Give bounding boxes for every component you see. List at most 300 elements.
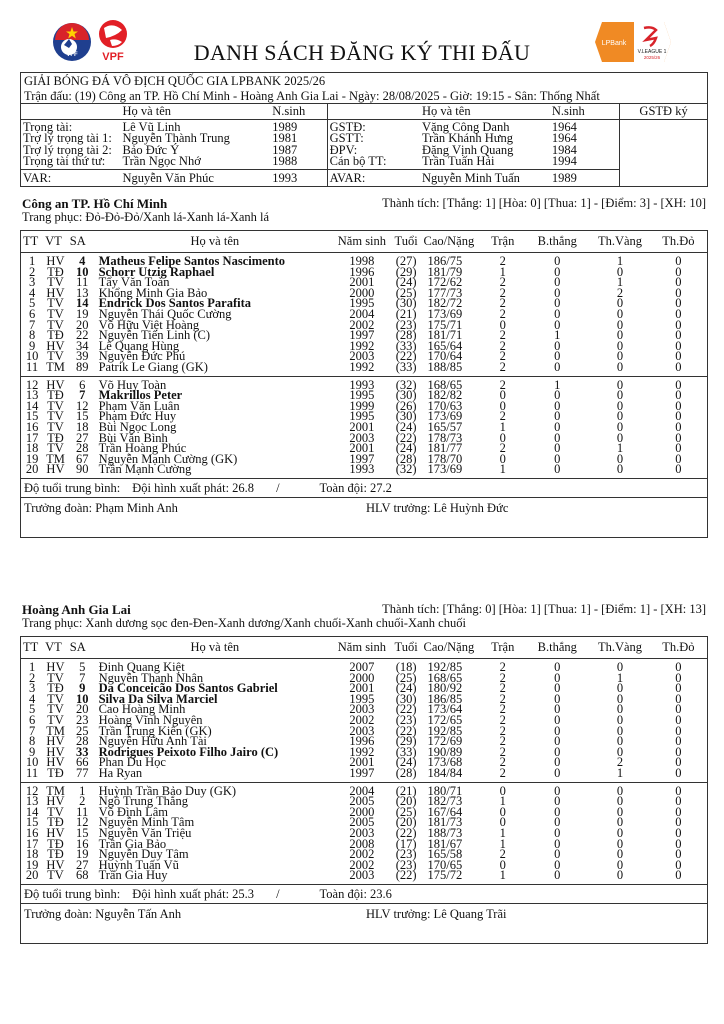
player-name: Matheus Felipe Santos Nascimento (98, 254, 286, 268)
player-yellow: 0 (616, 430, 624, 445)
team-name: Công an TP. Hồ Chí Minh (22, 196, 168, 211)
player-red: 0 (675, 462, 682, 477)
player-tt: 5 (28, 296, 36, 311)
player-birth: 2008 (349, 836, 375, 851)
column-header: Cao/Nặng (422, 637, 482, 659)
column-header: Th.Vàng (590, 637, 650, 659)
player-yellow: 0 (590, 376, 650, 390)
player-tt: 11 (26, 765, 39, 780)
average-age-label: Độ tuổi trung bình: (24, 887, 121, 901)
official-role: VAR: (21, 169, 121, 187)
player-name: Võ Đình Lâm (98, 804, 169, 819)
player-age: (24) (395, 681, 417, 696)
player-vt: TM (46, 359, 65, 374)
player-goals: 0 (554, 825, 561, 840)
player-row (21, 362, 708, 376)
player-hw: 173/69 (427, 306, 463, 321)
player-age: (22) (395, 702, 417, 717)
player-tt: 4 (28, 691, 36, 706)
player-yellow: 2 (616, 285, 624, 300)
player-hw: 192/85 (427, 723, 463, 738)
player-matches: 2 (499, 328, 506, 343)
player-hw: 170/65 (427, 857, 463, 872)
player-goals: 0 (554, 441, 561, 456)
player-table (20, 636, 708, 885)
player-age: (24) (395, 419, 417, 434)
player-birth: 1996 (349, 734, 375, 749)
player-sa: 14 (75, 296, 89, 311)
player-birth: 2001 (349, 419, 375, 434)
player-name: Trần Trung Kiên (GK) (98, 723, 212, 738)
player-vt: TĐ (47, 264, 64, 279)
average-age-label: Độ tuổi trung bình: (24, 481, 121, 495)
column-header: Trận (481, 231, 524, 253)
player-age: (21) (395, 306, 417, 321)
player-matches: 2 (499, 254, 506, 268)
player-red: 0 (675, 765, 682, 780)
player-sa: 67 (75, 451, 89, 466)
player-name: Ha Ryan (98, 765, 143, 780)
player-tt: 19 (25, 857, 39, 872)
player-birth: 2005 (349, 815, 375, 830)
player-sa: 25 (75, 723, 89, 738)
player-sa: 2 (79, 794, 86, 809)
player-matches: 2 (499, 441, 506, 456)
player-yellow: 1 (616, 765, 624, 780)
column-header: Th.Đỏ (650, 231, 708, 253)
column-header: TT (21, 637, 44, 659)
player-birth: 1995 (349, 691, 375, 706)
player-hw: 165/64 (427, 338, 463, 353)
player-name: Nguyễn Đức Phú (98, 349, 186, 364)
official-role: AVAR: (327, 169, 420, 187)
player-vt: TV (47, 868, 64, 883)
player-yellow: 0 (616, 317, 624, 332)
player-name: Phạm Văn Luân (98, 398, 180, 413)
player-red: 0 (675, 836, 682, 851)
player-tt: 2 (28, 264, 36, 279)
player-tt: 10 (25, 349, 39, 364)
player-hw: 172/65 (427, 712, 463, 727)
player-red: 0 (675, 670, 682, 685)
player-birth: 2002 (349, 317, 375, 332)
player-tt: 17 (25, 836, 39, 851)
team-record: Thành tích: [Thắng: 1] [Hòa: 0] [Thua: 1] - [Điểm: 3] - [XH: 10] (382, 196, 706, 210)
player-tt: 15 (25, 815, 39, 830)
player-hw: 173/64 (427, 702, 463, 717)
player-vt: TĐ (47, 815, 64, 830)
player-matches: 1 (499, 825, 506, 840)
player-matches: 0 (499, 451, 506, 466)
column-header: Tuổi (391, 637, 422, 659)
player-sa: 11 (76, 804, 89, 819)
officials-header-birth: N.sinh (270, 104, 327, 119)
player-sa: 28 (75, 441, 89, 456)
player-name: Endrick Dos Santos Parafita (98, 296, 252, 311)
player-tt: 6 (28, 712, 36, 727)
player-goals: 0 (554, 660, 561, 674)
player-matches: 2 (499, 744, 506, 759)
player-goals: 0 (554, 317, 561, 332)
player-table-header (21, 637, 708, 659)
staff-row (20, 498, 708, 538)
player-sa: 27 (75, 430, 89, 445)
player-hw: 173/68 (427, 755, 463, 770)
player-name: Ngô Trung Thắng (98, 794, 188, 809)
player-matches: 0 (499, 815, 506, 830)
match-details: Trận đấu: (19) Công an TP. Hồ Chí Minh - Hoàng Anh Gia Lai - Ngày: 28/08/2025 - Giờ: 19:15 - Sân: Thống Nhất (24, 88, 600, 103)
player-sa: 68 (75, 868, 89, 883)
head-coach: HLV trưởng: Lê Huỳnh Đức (366, 501, 509, 515)
player-hw: 173/69 (427, 462, 463, 477)
player-sa: 18 (75, 419, 89, 434)
player-vt: TV (47, 712, 64, 727)
player-vt: HV (43, 376, 68, 390)
player-name: Lê Quang Hùng (98, 338, 180, 353)
player-yellow: 0 (616, 681, 624, 696)
player-tt: 12 (21, 376, 44, 390)
player-birth: 1998 (349, 254, 375, 268)
player-hw: 188/73 (427, 825, 463, 840)
column-header: VT (43, 231, 68, 253)
player-sa: 16 (75, 836, 89, 851)
player-sa: 20 (75, 702, 89, 717)
player-name: Bùi Văn Bình (98, 430, 168, 445)
player-age: (30) (395, 409, 417, 424)
player-matches: 2 (499, 670, 506, 685)
player-matches: 2 (499, 338, 506, 353)
player-birth: 1997 (349, 451, 375, 466)
player-name: Da Conceicão Dos Santos Gabriel (98, 681, 278, 696)
player-vt: TĐ (47, 765, 64, 780)
player-tt: 1 (28, 254, 36, 268)
column-header: Họ và tên (97, 637, 334, 659)
player-age: (29) (395, 734, 417, 749)
tournament-name: GIẢI BÓNG ĐÁ VÔ ĐỊCH QUỐC GIA LPBANK 2025/26 (24, 74, 326, 88)
team-manager: Trưởng đoàn: Nguyễn Tấn Anh (24, 907, 182, 921)
player-red: 0 (675, 857, 682, 872)
official-birth: 1988 (270, 156, 327, 169)
player-yellow: 0 (616, 349, 624, 364)
player-name: Khổng Minh Gia Bảo (98, 285, 208, 300)
player-goals: 0 (554, 755, 561, 770)
player-yellow: 0 (616, 451, 624, 466)
player-age: (23) (395, 847, 417, 862)
player-matches: 1 (499, 868, 506, 883)
player-red: 0 (675, 691, 682, 706)
official-row (21, 156, 708, 169)
player-vt: HV (46, 734, 65, 749)
player-birth: 2003 (349, 868, 375, 883)
player-hw: 170/64 (427, 349, 463, 364)
player-red: 0 (675, 755, 682, 770)
player-goals: 0 (554, 462, 561, 477)
player-yellow: 0 (616, 744, 624, 759)
player-name: Tẩy Văn Toàn (98, 275, 170, 290)
player-yellow: 0 (616, 388, 624, 403)
player-red: 0 (675, 712, 682, 727)
player-goals: 0 (554, 836, 561, 851)
official-role: ĐPV: (329, 142, 358, 157)
player-sa: 12 (75, 398, 89, 413)
player-sa: 22 (75, 328, 89, 343)
player-hw: 173/69 (427, 409, 463, 424)
player-yellow: 0 (616, 660, 624, 674)
player-age: (22) (395, 349, 417, 364)
player-red: 0 (675, 296, 682, 311)
official-birth: 1989 (550, 169, 620, 187)
player-tt: 20 (25, 868, 39, 883)
player-red: 0 (675, 681, 682, 696)
player-hw: 178/73 (427, 430, 463, 445)
player-birth: 2003 (349, 723, 375, 738)
player-tt: 9 (28, 744, 36, 759)
player-birth: 1992 (349, 744, 375, 759)
official-birth: 1964 (550, 133, 620, 145)
player-sa: 12 (75, 815, 89, 830)
player-sa: 7 (79, 670, 86, 685)
player-hw: 165/58 (427, 847, 463, 862)
official-name: Lê Vũ Linh (122, 119, 181, 134)
staff-row (20, 904, 708, 944)
player-matches: 0 (499, 857, 506, 872)
player-yellow: 0 (616, 868, 624, 883)
player-red: 0 (675, 388, 682, 403)
player-vt: HV (46, 857, 65, 872)
player-vt: TV (47, 306, 64, 321)
player-sa: 10 (75, 691, 89, 706)
player-sa: 89 (75, 359, 89, 374)
player-tt: 10 (25, 755, 39, 770)
column-header: B.thắng (524, 637, 590, 659)
player-red: 0 (675, 451, 682, 466)
official-birth: 1987 (270, 145, 327, 157)
player-yellow: 0 (616, 409, 624, 424)
player-age: (22) (395, 430, 417, 445)
player-birth: 2004 (333, 782, 391, 796)
official-birth: 1984 (550, 145, 620, 157)
player-yellow: 0 (616, 691, 624, 706)
column-header: Th.Vàng (590, 231, 650, 253)
player-age: (30) (395, 691, 417, 706)
player-hw: 184/84 (427, 765, 463, 780)
player-matches: 1 (499, 836, 506, 851)
player-age: (24) (395, 275, 417, 290)
player-tt: 14 (25, 804, 39, 819)
player-red: 0 (675, 338, 682, 353)
player-matches: 2 (499, 755, 506, 770)
column-header: TT (21, 231, 44, 253)
player-goals: 0 (554, 702, 561, 717)
player-table (20, 230, 708, 479)
player-vt: TV (47, 275, 64, 290)
player-birth: 2002 (349, 857, 375, 872)
player-hw: 181/77 (427, 441, 463, 456)
player-age: (25) (395, 285, 417, 300)
player-hw: 168/65 (422, 376, 482, 390)
player-yellow: 0 (616, 825, 624, 840)
player-tt: 13 (25, 388, 39, 403)
player-vt: HV (46, 744, 65, 759)
player-goals: 0 (554, 691, 561, 706)
vleague-text: V.LEAGUE 1 (637, 49, 667, 55)
official-birth: 1989 (270, 119, 327, 133)
match-info-box (20, 72, 708, 104)
player-matches: 2 (499, 660, 506, 674)
player-vt: HV (46, 462, 65, 477)
player-sa: 19 (75, 847, 89, 862)
player-matches: 1 (499, 462, 506, 477)
player-vt: HV (46, 254, 65, 268)
player-red: 0 (675, 744, 682, 759)
player-yellow: 0 (616, 734, 624, 749)
player-tt: 16 (25, 419, 39, 434)
player-age: (22) (395, 723, 417, 738)
player-red: 0 (675, 349, 682, 364)
official-name: Vặng Công Danh (421, 119, 510, 134)
player-birth: 2007 (349, 660, 375, 674)
average-age-row (20, 885, 708, 904)
player-yellow: 0 (616, 359, 624, 374)
player-red: 0 (675, 306, 682, 321)
player-birth: 1997 (349, 328, 375, 343)
player-yellow: 0 (616, 836, 624, 851)
player-vt: HV (46, 794, 65, 809)
player-goals: 0 (554, 815, 561, 830)
player-hw: 186/75 (427, 254, 463, 268)
player-sa: 90 (75, 462, 89, 477)
player-yellow: 0 (616, 804, 624, 819)
officials-table (20, 104, 708, 187)
player-age: (28) (395, 451, 417, 466)
column-header: Cao/Nặng (422, 231, 482, 253)
player-matches: 2 (499, 306, 506, 321)
player-goals: 0 (554, 847, 561, 862)
column-header: Th.Đỏ (650, 637, 708, 659)
player-name: Makrillos Peter (98, 388, 183, 403)
player-name: Huỳnh Trần Bảo Duy (GK) (97, 782, 334, 796)
player-matches: 0 (499, 804, 506, 819)
player-age: (33) (395, 338, 417, 353)
player-age: (32) (391, 376, 422, 390)
player-name: Cao Hoàng Minh (98, 702, 186, 717)
average-age-team: Toàn đội: 27.2 (319, 481, 392, 495)
player-matches: 1 (499, 264, 506, 279)
player-name: Nguyễn Thái Quốc Cường (98, 306, 232, 321)
player-yellow: 0 (616, 815, 624, 830)
player-vt: TV (47, 398, 64, 413)
player-red: 0 (675, 723, 682, 738)
vpf-logo-text: VPF (102, 51, 124, 63)
player-hw: 181/71 (427, 328, 463, 343)
player-red: 0 (675, 275, 682, 290)
player-name: Huỳnh Tuấn Vũ (98, 857, 179, 872)
player-row (21, 768, 708, 782)
player-matches: 2 (499, 296, 506, 311)
player-goals: 0 (554, 254, 561, 268)
player-red: 0 (675, 398, 682, 413)
player-hw: 175/71 (427, 317, 463, 332)
player-matches: 1 (499, 419, 506, 434)
player-yellow: 1 (616, 670, 624, 685)
player-sa: 15 (75, 825, 89, 840)
player-name: Hoàng Vĩnh Nguyên (98, 712, 203, 727)
player-sa: 1 (68, 782, 97, 796)
player-age: (20) (395, 815, 417, 830)
player-tt: 3 (28, 681, 36, 696)
player-tt: 3 (28, 275, 36, 290)
player-birth: 2001 (349, 681, 375, 696)
player-yellow: 0 (616, 712, 624, 727)
player-goals: 0 (554, 451, 561, 466)
player-red: 0 (675, 868, 682, 883)
team-kit: Trang phục: Đỏ-Đỏ-Đỏ/Xanh lá-Xanh lá-Xanh lá (22, 210, 270, 224)
player-vt: TV (47, 409, 64, 424)
official-name: Nguyễn Văn Phúc (120, 169, 270, 187)
player-vt: TM (46, 723, 65, 738)
player-goals: 0 (554, 804, 561, 819)
player-name: Phạm Đức Huy (98, 409, 177, 424)
player-hw: 182/82 (427, 388, 463, 403)
player-hw: 192/85 (427, 660, 463, 674)
player-birth: 2001 (349, 441, 375, 456)
player-matches: 1 (499, 794, 506, 809)
player-sa: 4 (79, 254, 86, 268)
player-red: 0 (675, 804, 682, 819)
player-yellow: 2 (616, 755, 624, 770)
player-yellow: 0 (616, 328, 624, 343)
player-hw: 180/92 (427, 681, 463, 696)
player-table-header (21, 231, 708, 253)
player-hw: 170/63 (427, 398, 463, 413)
player-vt: TĐ (47, 836, 64, 851)
player-vt: HV (46, 755, 65, 770)
player-red: 0 (675, 285, 682, 300)
player-vt: TV (47, 804, 64, 819)
player-yellow: 0 (616, 857, 624, 872)
player-name: Trần Mạnh Cường (98, 462, 192, 477)
player-tt: 8 (28, 734, 36, 749)
player-birth: 2002 (349, 847, 375, 862)
player-goals: 0 (554, 398, 561, 413)
player-sa: 77 (75, 765, 89, 780)
player-name: Patrik Le Giang (GK) (98, 359, 208, 374)
player-age: (32) (395, 462, 417, 477)
player-goals: 0 (554, 734, 561, 749)
player-hw: 172/62 (427, 275, 463, 290)
player-matches: 2 (499, 359, 506, 374)
player-sa: 28 (75, 734, 89, 749)
player-name: Đinh Quang Kiệt (98, 660, 185, 674)
player-vt: TĐ (47, 681, 64, 696)
officials-header-sign: GSTĐ ký (620, 104, 708, 119)
player-birth: 2003 (349, 702, 375, 717)
player-age: (23) (395, 317, 417, 332)
player-row (21, 870, 708, 884)
player-matches: 2 (499, 702, 506, 717)
player-matches: 0 (481, 782, 524, 796)
player-vt: HV (46, 660, 65, 674)
player-tt: 15 (25, 409, 39, 424)
official-birth: 1964 (550, 119, 620, 133)
player-age: (28) (395, 328, 417, 343)
column-header: SA (68, 637, 97, 659)
player-red: 0 (675, 419, 682, 434)
player-yellow: 0 (590, 782, 650, 796)
player-goals: 0 (554, 794, 561, 809)
player-matches: 0 (499, 317, 506, 332)
player-yellow: 0 (616, 419, 624, 434)
